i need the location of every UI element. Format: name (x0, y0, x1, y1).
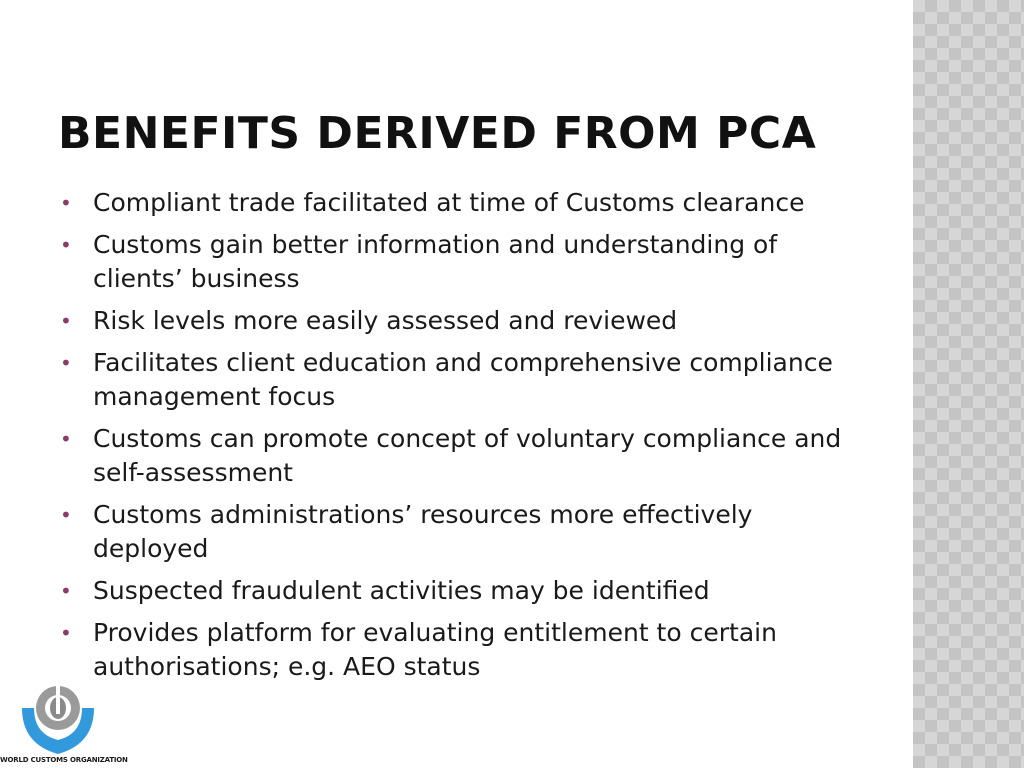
bullet-item (60, 228, 860, 296)
bullet-icon: • (60, 351, 72, 375)
wco-logo-icon (18, 682, 98, 758)
logo-text: WORLD CUSTOMS ORGANIZATION (0, 756, 128, 764)
slide-title: BENEFITS DERIVED FROM PCA (58, 108, 817, 159)
bullet-text: Suspected fraudulent activities may be identified (93, 576, 710, 605)
bullet-item (60, 186, 860, 220)
bullet-icon: • (60, 309, 72, 333)
wco-logo (0, 676, 128, 768)
bullet-text: Facilitates client education and comprehensive compliance management focus (93, 348, 833, 411)
bullet-item (60, 616, 860, 684)
bullet-text: Customs can promote concept of voluntary compliance and self-assessment (93, 424, 842, 487)
bullet-icon: • (60, 427, 72, 451)
bullet-icon: • (60, 233, 72, 257)
bullet-item (60, 304, 860, 338)
bullet-icon: • (60, 503, 72, 527)
bullet-text: Customs gain better information and understanding of clients’ business (93, 230, 778, 293)
bullet-text: Provides platform for evaluating entitlement to certain authorisations; e.g. AEO status (93, 618, 777, 681)
side-pattern-panel (913, 0, 1024, 768)
bullet-item (60, 346, 860, 414)
bullet-icon: • (60, 621, 72, 645)
bullet-item (60, 574, 860, 608)
bullet-text: Compliant trade facilitated at time of Customs clearance (93, 188, 805, 217)
bullet-item (60, 422, 860, 490)
bullet-icon: • (60, 191, 72, 215)
bullet-text: Customs administrations’ resources more effectively deployed (93, 500, 753, 563)
bullet-icon: • (60, 579, 72, 603)
bullet-list (60, 186, 860, 692)
bullet-text: Risk levels more easily assessed and reviewed (93, 306, 678, 335)
bullet-item (60, 498, 860, 566)
